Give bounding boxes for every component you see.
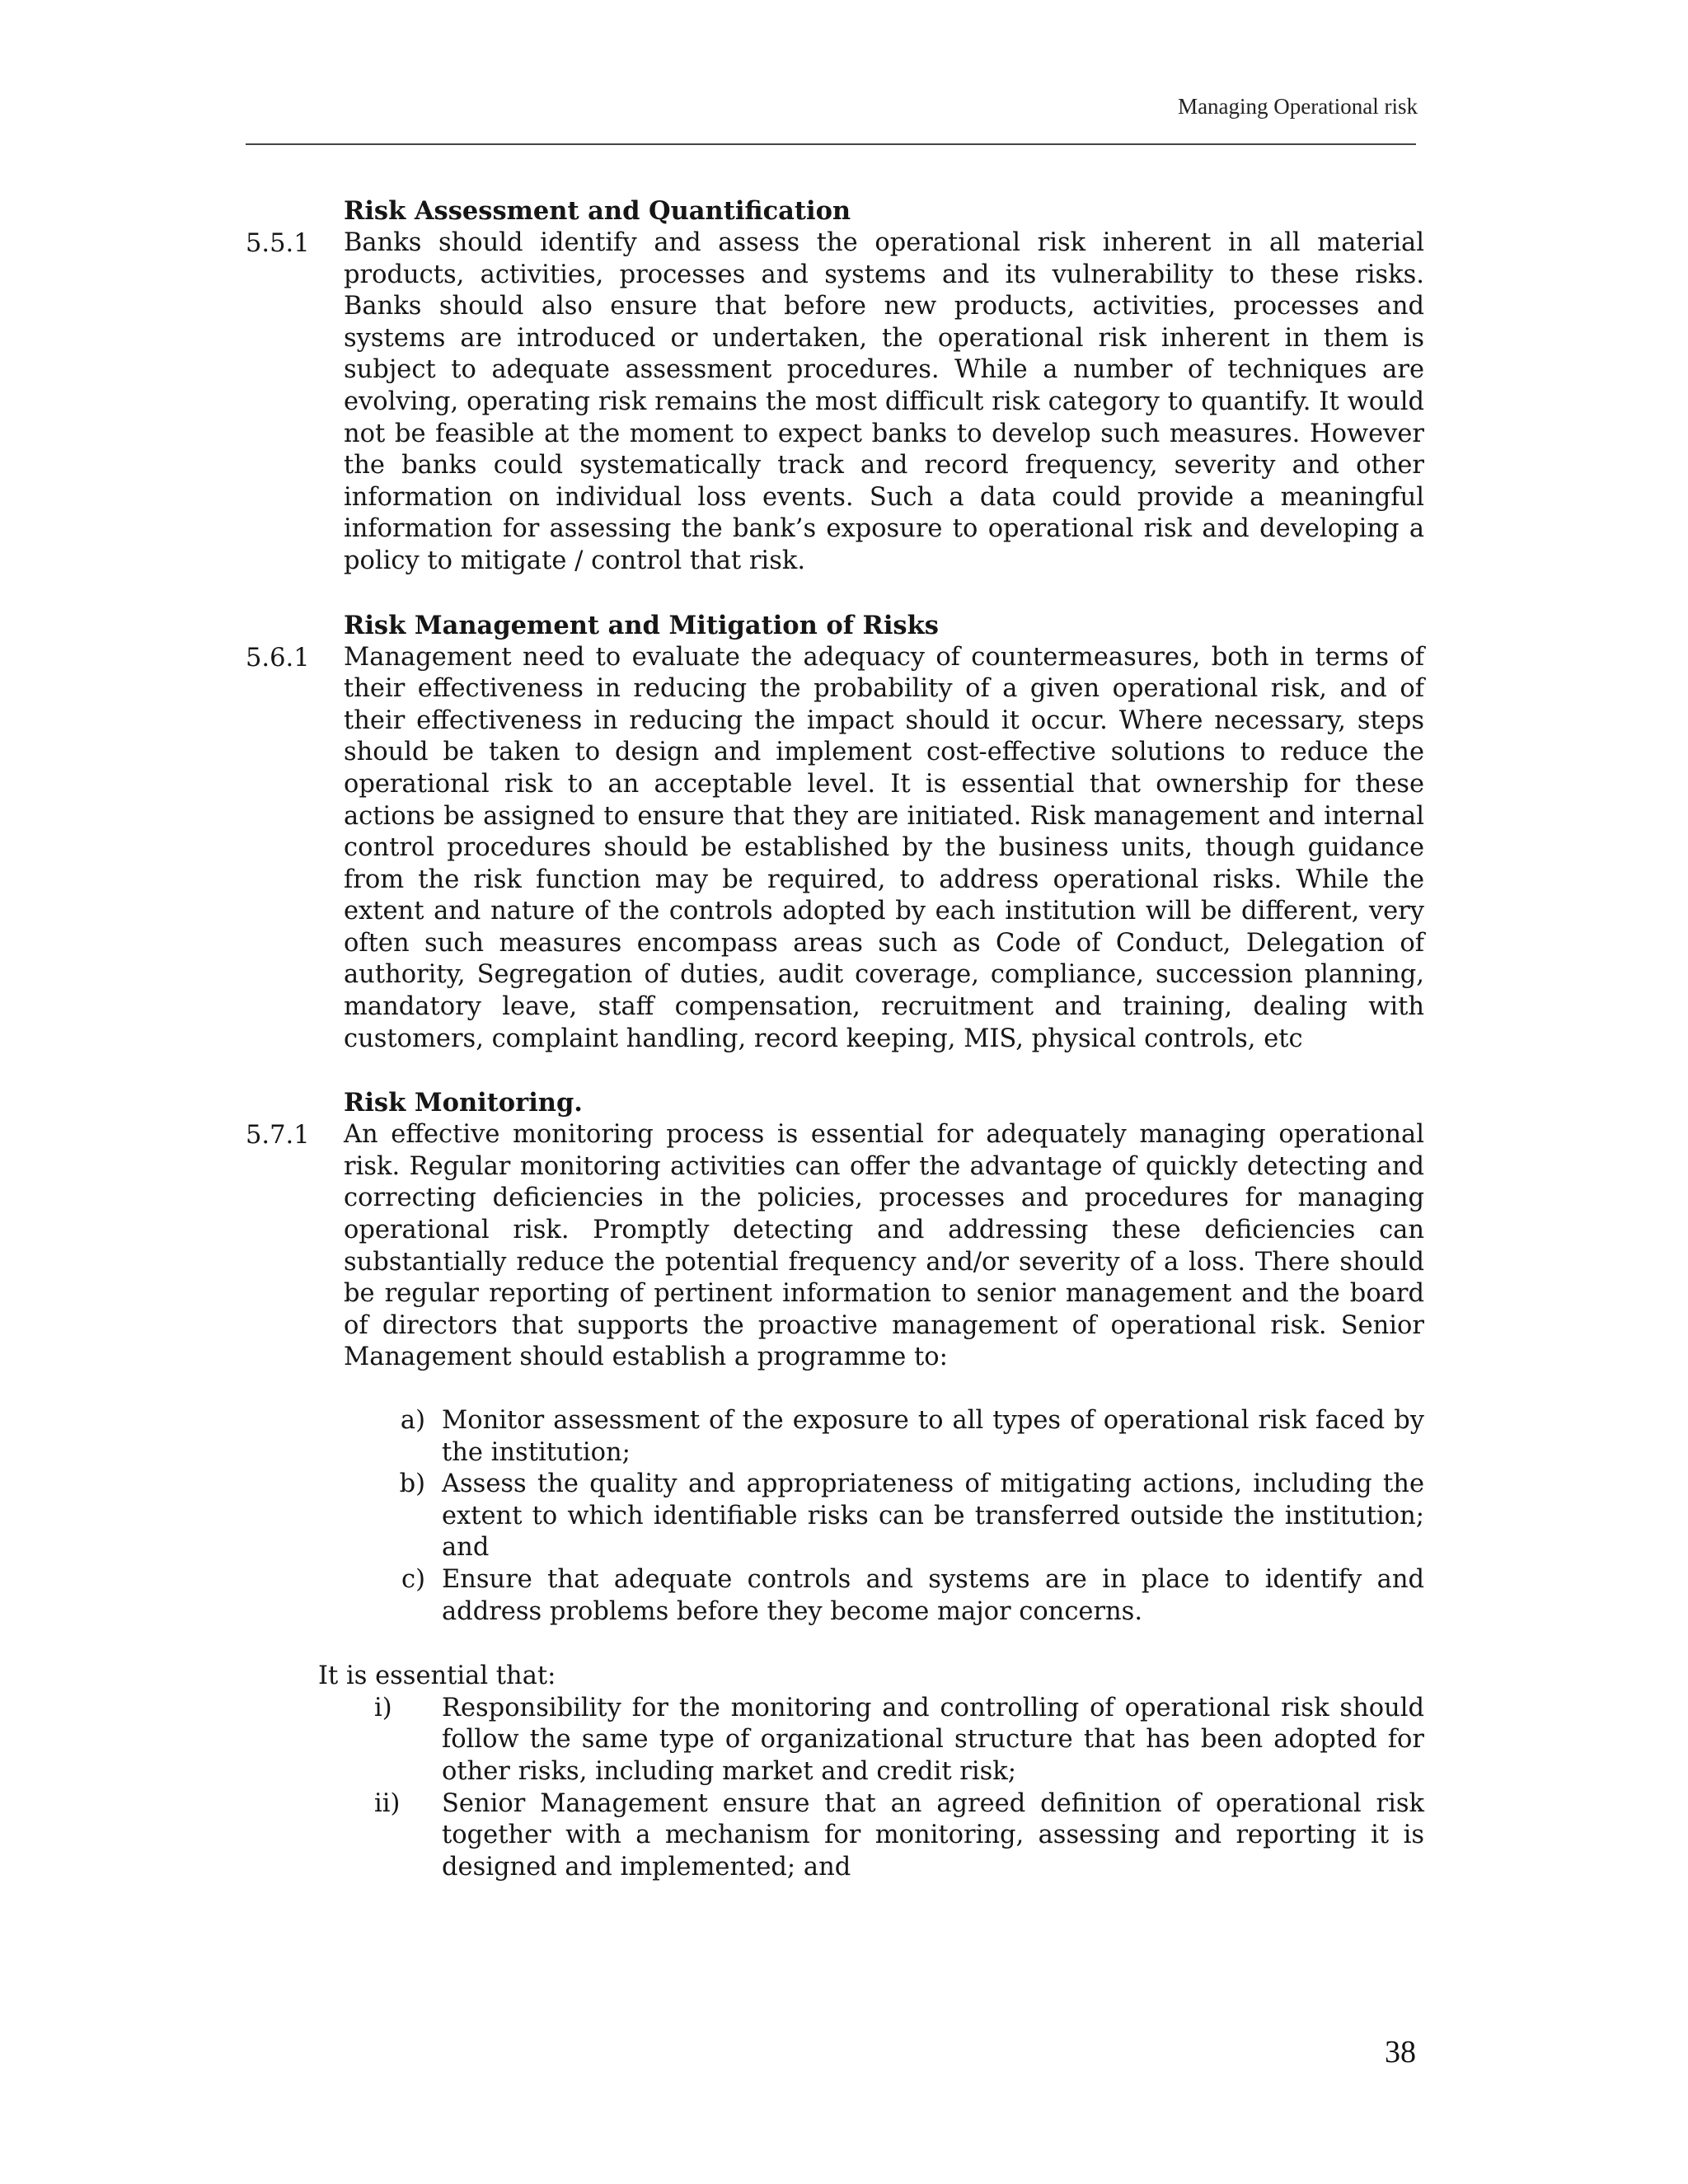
paragraph-5-6-1 xyxy=(246,642,1424,1056)
list-item xyxy=(246,1693,1424,1788)
list-marker: c) xyxy=(401,1564,425,1594)
section-risk-monitoring xyxy=(246,1086,1424,1883)
paragraph-5-7-1 xyxy=(246,1119,1424,1374)
document-body xyxy=(246,194,1424,1915)
paragraph-text: An effective monitoring process is essential for adequately managing operational risk. Regular monitoring activities can offer the advantage of quickly detecting and correcting deficiencies in the policies, processes and procedures for managing operational risk. Promptly detecting and addressing these deficiencies can substantially reduce the potential frequency and/or severity of a loss. There should be regular reporting of pertinent information to senior management and the board of directors that supports the proactive management of operational risk. Senior Management should establish a programme to: xyxy=(344,1120,1424,1372)
paragraph-number: 5.5.1 xyxy=(246,229,310,258)
header-divider xyxy=(246,143,1416,145)
list-marker: ii) xyxy=(374,1788,401,1818)
list-item-text: Ensure that adequate controls and systems are in place to identify and address problems before they become major concerns. xyxy=(442,1564,1424,1626)
list-marker: i) xyxy=(374,1693,392,1722)
paragraph-number: 5.6.1 xyxy=(246,643,310,673)
essential-list xyxy=(246,1693,1424,1884)
list-item xyxy=(246,1405,1424,1469)
essential-intro: It is essential that: xyxy=(318,1661,556,1691)
list-item-text: Senior Management ensure that an agreed definition of operational risk together with a mechanism for monitoring, assessing and reporting it is designed and implemented; and xyxy=(442,1788,1424,1882)
list-item-text: Responsibility for the monitoring and controlling of operational risk should follow the same type of organizational structure that has been adopted for other risks, including market and credit risk; xyxy=(442,1693,1424,1786)
paragraph-text: Banks should identify and assess the operational risk inherent in all material products, activities, processes and systems and its vulnerability to these risks. Banks should also ensure that before new products, activities, processes and systems are introduced or undertaken, the operational risk inherent in them is subject to adequate assessment procedures. While a number of techniques are evolving, operating risk remains the most difficult risk category to quantify. It would not be feasible at the moment to expect banks to develop such measures. However the banks could systematically track and record frequency, severity and other information on individual loss events. Such a data could provide a meaningful information for assessing the bank’s exposure to operational risk and developing a policy to mitigate / control that risk. xyxy=(344,228,1424,575)
section-heading: Risk Monitoring. xyxy=(344,1088,583,1118)
running-header: Managing Operational risk xyxy=(1178,94,1418,119)
list-item-text: Assess the quality and appropriateness of mitigating actions, including the extent to which identifiable risks can be transferred outside the institution; and xyxy=(442,1469,1424,1563)
list-item xyxy=(246,1788,1424,1884)
paragraph-number: 5.7.1 xyxy=(246,1121,310,1151)
list-item xyxy=(246,1564,1424,1628)
section-risk-management xyxy=(246,609,1424,1056)
list-item-text: Monitor assessment of the exposure to all types of operational risk faced by the institution; xyxy=(442,1406,1424,1467)
section-heading: Risk Assessment and Quantification xyxy=(344,196,851,226)
section-risk-assessment xyxy=(246,194,1424,578)
list-marker: a) xyxy=(400,1406,425,1435)
page-number: 38 xyxy=(1385,2035,1416,2069)
paragraph-text: Management need to evaluate the adequacy of countermeasures, both in terms of their effectiveness in reducing the probability of a given operational risk, and of their effectiveness in reducing the impact should it occur. Where necessary, steps should be taken to design and implement cost-effective solutions to reduce the operational risk to an acceptable level. It is essential that ownership for these actions be assigned to ensure that they are initiated. Risk management and internal control procedures should be established by the business units, though guidance from the risk function may be required, to address operational risks. While the extent and nature of the controls adopted by each institution will be different, very often such measures encompass areas such as Code of Conduct, Delegation of authority, Segregation of duties, audit coverage, compliance, succession planning, mandatory leave, staff compensation, recruitment and training, dealing with customers, complaint handling, record keeping, MIS, physical controls, etc xyxy=(344,642,1424,1053)
programme-list xyxy=(246,1405,1424,1628)
paragraph-5-5-1 xyxy=(246,227,1424,578)
list-marker: b) xyxy=(399,1469,425,1499)
list-item xyxy=(246,1469,1424,1564)
section-heading: Risk Management and Mitigation of Risks xyxy=(344,610,939,640)
